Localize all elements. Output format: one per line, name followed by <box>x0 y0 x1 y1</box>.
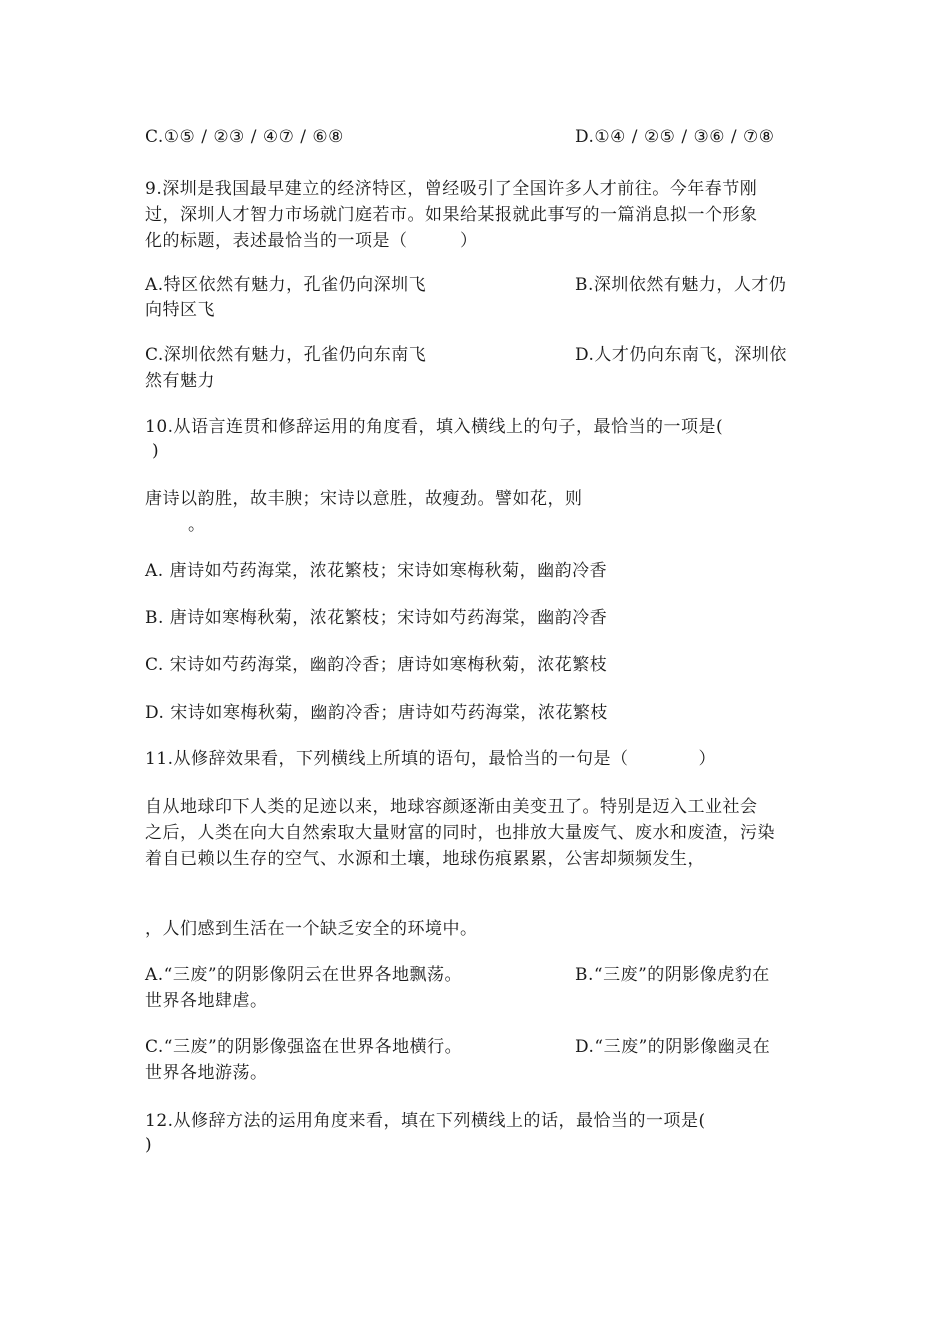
q9-option-b: B.深圳依然有魅力，人才仍 <box>575 275 787 295</box>
q11-option-a-wrap: 世界各地肆虐。 <box>145 991 268 1011</box>
q11-option-a: A.“三废”的阴影像阴云在世界各地飘荡。 <box>145 965 463 985</box>
q10-option-a: A. 唐诗如芍药海棠，浓花繁枝；宋诗如寒梅秋菊，幽韵冷香 <box>145 561 608 581</box>
q10-option-d: D. 宋诗如寒梅秋菊，幽韵冷香；唐诗如芍药海棠，浓花繁枝 <box>145 703 608 723</box>
q10-stem-line-2: ) <box>152 441 160 461</box>
q11-option-b: B.“三废”的阴影像虎豹在 <box>575 965 770 985</box>
q9-stem-line-1: 9.深圳是我国最早建立的经济特区，曾经吸引了全国许多人才前往。今年春节刚 <box>145 179 758 199</box>
q9-stem-line-2: 过，深圳人才智力市场就门庭若市。如果给某报就此事写的一篇消息拟一个形象 <box>145 205 758 225</box>
q8-option-c: C.①⑤ / ②③ / ④⑦ / ⑥⑧ <box>145 127 344 147</box>
q12-stem-line-1: 12.从修辞方法的运用角度来看，填在下列横线上的话，最恰当的一项是( <box>145 1111 706 1131</box>
q10-stem-line-1: 10.从语言连贯和修辞运用的角度看，填入横线上的句子，最恰当的一项是( <box>145 417 724 437</box>
q11-passage-line-1: 自从地球印下人类的足迹以来，地球容颜逐渐由美变丑了。特别是迈入工业社会 <box>145 797 758 817</box>
q10-passage-line-2: 。 <box>188 515 206 535</box>
q11-passage-line-3: 着自已赖以生存的空气、水源和土壤，地球伤痕累累，公害却频频发生， <box>145 849 705 869</box>
q10-passage-line-1: 唐诗以韵胜，故丰腴；宋诗以意胜，故瘦劲。譬如花，则 <box>145 489 583 509</box>
q9-option-a-wrap: 向特区飞 <box>145 300 215 320</box>
q8-option-d: D.①④ / ②⑤ / ③⑥ / ⑦⑧ <box>575 127 775 147</box>
q11-option-d: D.“三废”的阴影像幽灵在 <box>575 1037 771 1057</box>
q11-passage-line-2: 之后，人类在向大自然索取大量财富的同时，也排放大量废气、废水和废渣，污染 <box>145 823 775 843</box>
q9-option-d: D.人才仍向东南飞，深圳依 <box>575 345 787 365</box>
q9-option-c-wrap: 然有魅力 <box>145 371 215 391</box>
q11-passage-line-4: ，人们感到生活在一个缺乏安全的环境中。 <box>145 919 478 939</box>
q11-option-c-wrap: 世界各地游荡。 <box>145 1063 268 1083</box>
q10-option-c: C. 宋诗如芍药海棠，幽韵冷香；唐诗如寒梅秋菊，浓花繁枝 <box>145 655 608 675</box>
q9-option-a: A.特区依然有魅力，孔雀仍向深圳飞 <box>145 275 427 295</box>
q10-option-b: B. 唐诗如寒梅秋菊，浓花繁枝；宋诗如芍药海棠，幽韵冷香 <box>145 608 608 628</box>
q12-stem-line-2: ) <box>145 1135 153 1155</box>
q11-option-c: C.“三废”的阴影像强盗在世界各地横行。 <box>145 1037 463 1057</box>
q9-option-c: C.深圳依然有魅力，孔雀仍向东南飞 <box>145 345 427 365</box>
q9-stem-line-3: 化的标题，表述最恰当的一项是（ ） <box>145 231 478 251</box>
q11-stem: 11.从修辞效果看，下列横线上所填的语句，最恰当的一句是（ ） <box>145 749 717 769</box>
